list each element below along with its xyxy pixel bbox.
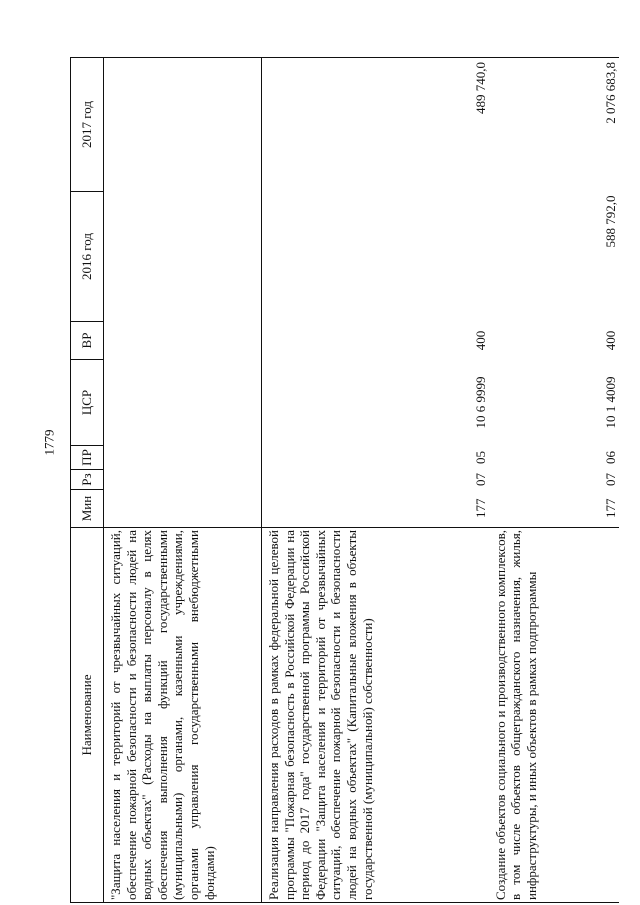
- row-vr: 400: [602, 330, 618, 351]
- row-rz: 07: [472, 473, 488, 486]
- header-2017: 2017 год: [71, 58, 104, 192]
- row-vr: [104, 322, 262, 360]
- row-rz: [104, 470, 262, 490]
- row-name: Реализация направления расходов в рамках федеральной целевой программы "Пожарная безопасность в Российской Федерации на период до 2017 года" государственной программы Российской Федерации "Защита населения и территорий от чрезвычайных ситуаций, обеспечение пожарной безопасности и безопасности людей на водных объектах" (Капитальные вложения в объекты государственной (муниципальной) собственности): [262, 528, 489, 903]
- row-vr: 400: [472, 330, 488, 351]
- row-pr: [104, 446, 262, 470]
- row-name: "Защита населения и территорий от чрезвычайных ситуаций, обеспечение пожарной безопасности и безопасности людей на водных объектах" (Расходы на выплаты персоналу в целях обеспечения выполнения функций государственными (муниципальными) органами, казенными учреждениями, органами управления государственными внебюджетными фондами): [104, 528, 262, 903]
- header-vr: ВР: [71, 322, 104, 360]
- budget-table: [70, 57, 619, 903]
- row-min: 177: [602, 498, 618, 518]
- header-rz: Рз: [71, 470, 104, 490]
- row-2017: 2 076 683,8: [489, 58, 619, 192]
- row-csr: 10 1 4009: [602, 376, 618, 429]
- header-csr: ЦСР: [71, 360, 104, 446]
- row-rz: 07: [602, 473, 618, 486]
- page-number: 1779: [41, 429, 57, 456]
- row-min: 177: [472, 498, 488, 518]
- header-pr: ПР: [71, 446, 104, 470]
- row-2016: [262, 192, 489, 322]
- header-min: Мин: [71, 490, 104, 528]
- row-csr: 10 6 9999: [472, 376, 488, 429]
- rotated-sheet: [70, 58, 620, 903]
- header-2016: 2016 год: [71, 192, 104, 322]
- row-name: Создание объектов социального и производственного комплексов, в том числе объектов общегражданского назначения, жилья, инфраструктуры, и иных объектов в рамках подпрограммы: [489, 528, 619, 903]
- row-2016: 588 792,0: [602, 195, 618, 248]
- row-min: [104, 490, 262, 528]
- row-pr: 06: [602, 451, 618, 464]
- table-row: [489, 58, 619, 903]
- row-pr: 05: [472, 451, 488, 464]
- table-row: [262, 58, 489, 903]
- table-row: [104, 58, 262, 903]
- header-name: Наименование: [71, 528, 104, 903]
- row-csr: [104, 360, 262, 446]
- row-2017: 489 740,0: [262, 58, 489, 192]
- row-2016: [104, 192, 262, 322]
- row-2017: [104, 58, 262, 192]
- header-row: [71, 58, 104, 903]
